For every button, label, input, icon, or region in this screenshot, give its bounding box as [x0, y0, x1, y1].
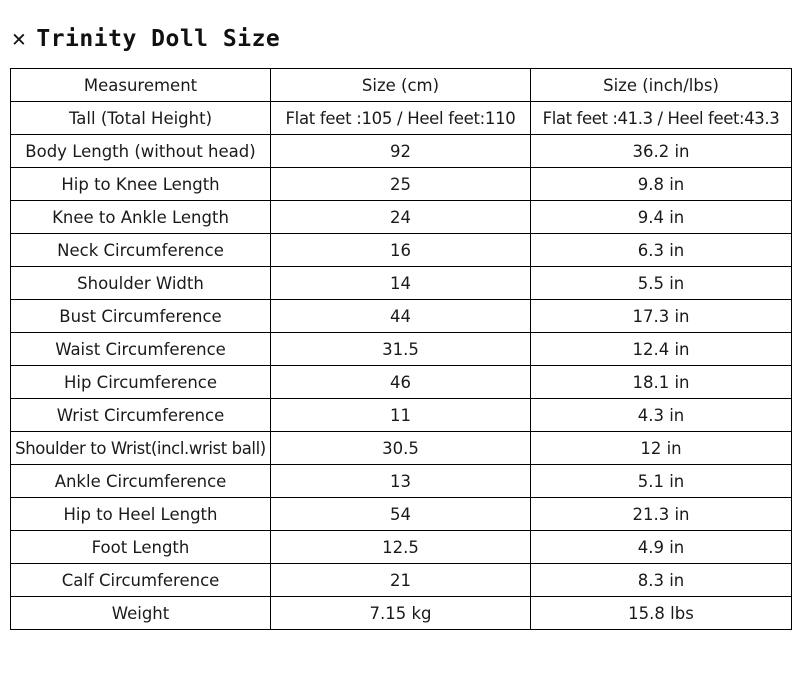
size-cm-cell: 24	[271, 201, 531, 234]
measurement-cell: Tall (Total Height)	[11, 102, 271, 135]
size-inch-cell: 8.3 in	[531, 564, 792, 597]
size-inch-cell: 36.2 in	[531, 135, 792, 168]
measurement-cell: Bust Circumference	[11, 300, 271, 333]
measurement-cell: Ankle Circumference	[11, 465, 271, 498]
measurement-cell: Waist Circumference	[11, 333, 271, 366]
table-row	[11, 432, 792, 465]
size-cm-cell: 13	[271, 465, 531, 498]
table-row	[11, 531, 792, 564]
table-row	[11, 300, 792, 333]
size-cm-cell: 11	[271, 399, 531, 432]
size-inch-cell: 18.1 in	[531, 366, 792, 399]
size-inch-cell: 21.3 in	[531, 498, 792, 531]
table-row	[11, 399, 792, 432]
size-cm-cell: 44	[271, 300, 531, 333]
size-inch-cell: 5.5 in	[531, 267, 792, 300]
table-row	[11, 597, 792, 630]
table-row	[11, 333, 792, 366]
table-row	[11, 267, 792, 300]
size-inch-cell: 17.3 in	[531, 300, 792, 333]
table-header-row	[11, 69, 792, 102]
size-cm-cell: 30.5	[271, 432, 531, 465]
measurement-cell: Shoulder to Wrist(incl.wrist ball)	[11, 432, 271, 465]
measurement-cell: Knee to Ankle Length	[11, 201, 271, 234]
header-size-inch-lbs: Size (inch/lbs)	[531, 69, 792, 102]
table-row	[11, 465, 792, 498]
size-inch-cell: 6.3 in	[531, 234, 792, 267]
size-inch-cell: Flat feet :41.3 / Heel feet:43.3	[531, 102, 792, 135]
measurement-cell: Neck Circumference	[11, 234, 271, 267]
table-row	[11, 234, 792, 267]
size-inch-cell: 4.3 in	[531, 399, 792, 432]
measurement-cell: Wrist Circumference	[11, 399, 271, 432]
size-inch-cell: 15.8 lbs	[531, 597, 792, 630]
size-cm-cell: Flat feet :105 / Heel feet:110	[271, 102, 531, 135]
size-cm-cell: 25	[271, 168, 531, 201]
asterisk-x-icon: ✕	[12, 26, 27, 52]
table-row	[11, 366, 792, 399]
measurement-cell: Body Length (without head)	[11, 135, 271, 168]
measurement-cell: Hip Circumference	[11, 366, 271, 399]
size-inch-cell: 12.4 in	[531, 333, 792, 366]
size-cm-cell: 16	[271, 234, 531, 267]
doll-size-table	[10, 68, 792, 630]
table-row	[11, 168, 792, 201]
measurement-cell: Foot Length	[11, 531, 271, 564]
size-cm-cell: 46	[271, 366, 531, 399]
size-inch-cell: 12 in	[531, 432, 792, 465]
size-inch-cell: 9.4 in	[531, 201, 792, 234]
size-cm-cell: 54	[271, 498, 531, 531]
size-cm-cell: 21	[271, 564, 531, 597]
size-cm-cell: 7.15 kg	[271, 597, 531, 630]
measurement-cell: Hip to Heel Length	[11, 498, 271, 531]
table-row	[11, 564, 792, 597]
size-cm-cell: 92	[271, 135, 531, 168]
page-title-text: Trinity Doll Size	[36, 26, 281, 52]
size-cm-cell: 12.5	[271, 531, 531, 564]
measurement-cell: Shoulder Width	[11, 267, 271, 300]
header-measurement: Measurement	[11, 69, 271, 102]
size-inch-cell: 4.9 in	[531, 531, 792, 564]
size-inch-cell: 5.1 in	[531, 465, 792, 498]
page-title	[12, 26, 280, 52]
size-inch-cell: 9.8 in	[531, 168, 792, 201]
table-row	[11, 201, 792, 234]
size-cm-cell: 31.5	[271, 333, 531, 366]
measurement-cell: Hip to Knee Length	[11, 168, 271, 201]
table-row	[11, 135, 792, 168]
table-row	[11, 498, 792, 531]
header-size-cm: Size (cm)	[271, 69, 531, 102]
measurement-cell: Calf Circumference	[11, 564, 271, 597]
measurement-cell: Weight	[11, 597, 271, 630]
size-cm-cell: 14	[271, 267, 531, 300]
table-row	[11, 102, 792, 135]
